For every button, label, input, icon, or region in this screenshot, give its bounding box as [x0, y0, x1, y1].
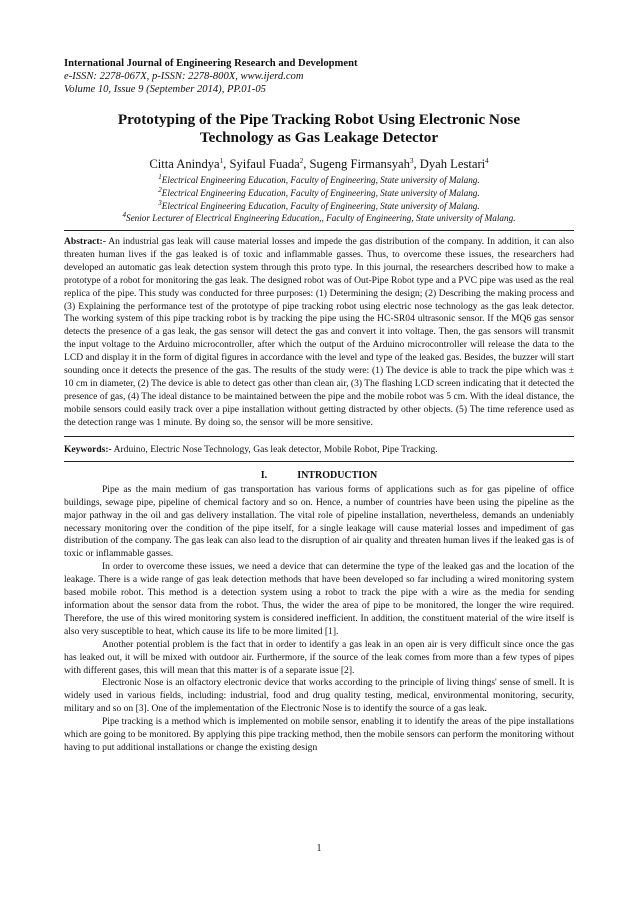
paragraph: Another potential problem is the fact that in order to identify a gas leak in an open air is very difficult since once the gas has leaked out, it will be mixed with outdoor air. Furthermore, if the source of the leak comes from more than a few types of pipes with different gases, this will mean that this matter is of a separate issue [2].	[64, 638, 574, 676]
page-number: 1	[316, 843, 322, 854]
author-sup: 4	[485, 157, 489, 166]
affiliation-text: Electrical Engineering Education, Faculty of Engineering, State university of Malang.	[161, 187, 480, 198]
affiliation-text: Electrical Engineering Education, Faculty of Engineering, State university of Malang.	[161, 200, 480, 211]
affiliation-list	[64, 174, 574, 224]
paragraph: In order to overcome these issues, we need a device that can determine the type of the leaked gas and the location of the leakage. There is a wide range of gas leak detection methods that have been developed so far including a wired monitoring system based mobile robot. This method is a detection system using a robot to track the pipe with a wire as the media for sending information about the sensor data from the robot. Thus, the wider the area of pipe to be monitored, the longer the wire required. Therefore, the use of this wired monitoring system is considered inefficient. In addition, the constituent material of the wire itself is also very susceptible to heat, which cause its life to be more limited [1].	[64, 561, 574, 637]
journal-name: International Journal of Engineering Research and Development	[64, 58, 358, 69]
author-name: Syifaul Fuada	[229, 157, 300, 172]
keywords	[64, 444, 574, 457]
affiliation-sup: 1	[158, 173, 162, 182]
keywords-divider	[64, 461, 574, 462]
paper-title: Prototyping of the Pipe Tracking Robot Using Electronic Nose Technology as Gas Leakage Detector	[117, 111, 521, 147]
keywords-label: Keywords:-	[64, 444, 112, 456]
affiliation	[64, 212, 574, 225]
paragraph: Pipe tracking is a method which is implemented on mobile sensor, enabling it to identify the areas of the pipe installations which are going to be monitored. By applying this pipe tracking method, then the mobile sensors can perform the monitoring without having to put additional installations or change the existing design	[64, 716, 574, 753]
affiliation	[64, 174, 574, 187]
paragraph: Electronic Nose is an olfactory electronic device that works according to the principle of living things' sense of smell. It is widely used in various fields, including: industrial, food and drug quality testing, medical, environmental monitoring, security, military and so on [3]. One of the implementation of the Electronic Nose is to identify the source of a gas leak.	[64, 677, 574, 715]
paper-page	[64, 0, 574, 755]
author-name: Citta Anindya	[149, 157, 220, 172]
abstract-divider	[64, 436, 574, 437]
affiliation-sup: 3	[158, 198, 162, 207]
author-sup: 1	[219, 157, 224, 166]
section-number: I.	[260, 469, 268, 481]
section-heading	[64, 469, 574, 482]
affiliation-sup: 4	[122, 211, 126, 220]
header-divider	[64, 230, 574, 231]
affiliation-text: Senior Lecturer of Electrical Engineering Education,, Faculty of Engineering, State university of Malang.	[125, 213, 516, 224]
author-sep: ,	[413, 157, 420, 172]
journal-volume: Volume 10, Issue 9 (September 2014), PP.01-05	[64, 83, 266, 95]
paragraph: Pipe as the main medium of gas transportation has various forms of applications such as for gas pipeline of office buildings, sewage pipe, pipeline of chemical factory and so on. Hence, a number of countries have been using the pipeline as the major pathway in the oil and gas delivery installation. The vital role of pipeline installation, nevertheless, demands an undeniably necessary monitoring over the condition of the pipe itself, for a single leakage will cause material losses and impediment of gas distribution of the company. The gas leak can also lead to the disruption of air quality and threaten human lives if the leaked gas is of toxic or inflammable gasses.	[64, 483, 574, 560]
affiliation-text: Electrical Engineering Education, Faculty of Engineering, State university of Malang.	[161, 175, 480, 186]
section-title: INTRODUCTION	[297, 469, 378, 481]
author-sep: ,	[303, 157, 310, 172]
author-name: Dyah Lestari	[419, 157, 486, 172]
abstract	[64, 236, 574, 430]
author-sup: 3	[409, 157, 414, 166]
author-list	[64, 157, 574, 172]
abstract-label: Abstract:-	[64, 235, 106, 247]
author-sup: 2	[299, 157, 304, 166]
affiliation	[64, 200, 574, 213]
journal-header	[64, 58, 574, 96]
journal-issn: e-ISSN: 2278-067X, p-ISSN: 2278-800X, www.ijerd.com	[64, 70, 304, 82]
author-name: Sugeng Firmansyah	[309, 157, 410, 172]
affiliation	[64, 187, 574, 200]
author-sep: ,	[223, 157, 230, 172]
affiliation-sup: 2	[158, 185, 162, 194]
introduction-body	[64, 484, 574, 755]
abstract-text: An industrial gas leak will cause material losses and impede the gas distribution of the company. In addition, it can also threaten human lives if the gas leaked is of toxic and inflammable gasses. Thus, to overcome these issues, the researchers had developed an automatic gas leak detection system through this proto type. In this journal, the researchers described how to make a prototype of a robot for monitoring the gas leak. The designed robot was of Out-Pipe Robot type and a PVC pipe was used as the real replica of the pipe. This study was conducted for three purposes: (1) Determining the design; (2) Describing the making process and (3) Explaining the performance test of the prototype of pipe tracking robot using electric nose technology as the gas leak detector. The working system of this pipe tracking robot is by tracking the pipe using the HC-SR04 ultrasonic sensor. If the MQ6 gas sensor detects the presence of a gas leak, the gas sensor will detect the gas and convert it into voltage. Then, the gas sensors will transmit the input voltage to the Arduino microcontroller, after which the output of the Arduino microcontroller will release the data to the LCD and display it in the form of digital figures in accordance with the level and type of the leaked gas. Besides, the buzzer will start sounding once it detects the presence of the gas. The results of the study were: (1) The device is able to track the pipe which was ± 10 cm in diameter, (2) The device is able to detect gas other than clean air, (3) The flashing LCD screen indicating that it detected the presence of gas, (4) The ideal distance to be maintained between the pipe and the mobile robot was 5 cm. With the ideal distance, the mobile sensors could easily track over a pipe installation without getting distracted by other objects. (5) The time reference used as the detection range was 1 minute. By doing so, the sensor will be more sensitive.	[64, 235, 574, 429]
keywords-text: Arduino, Electric Nose Technology, Gas leak detector, Mobile Robot, Pipe Tracking.	[113, 444, 438, 456]
